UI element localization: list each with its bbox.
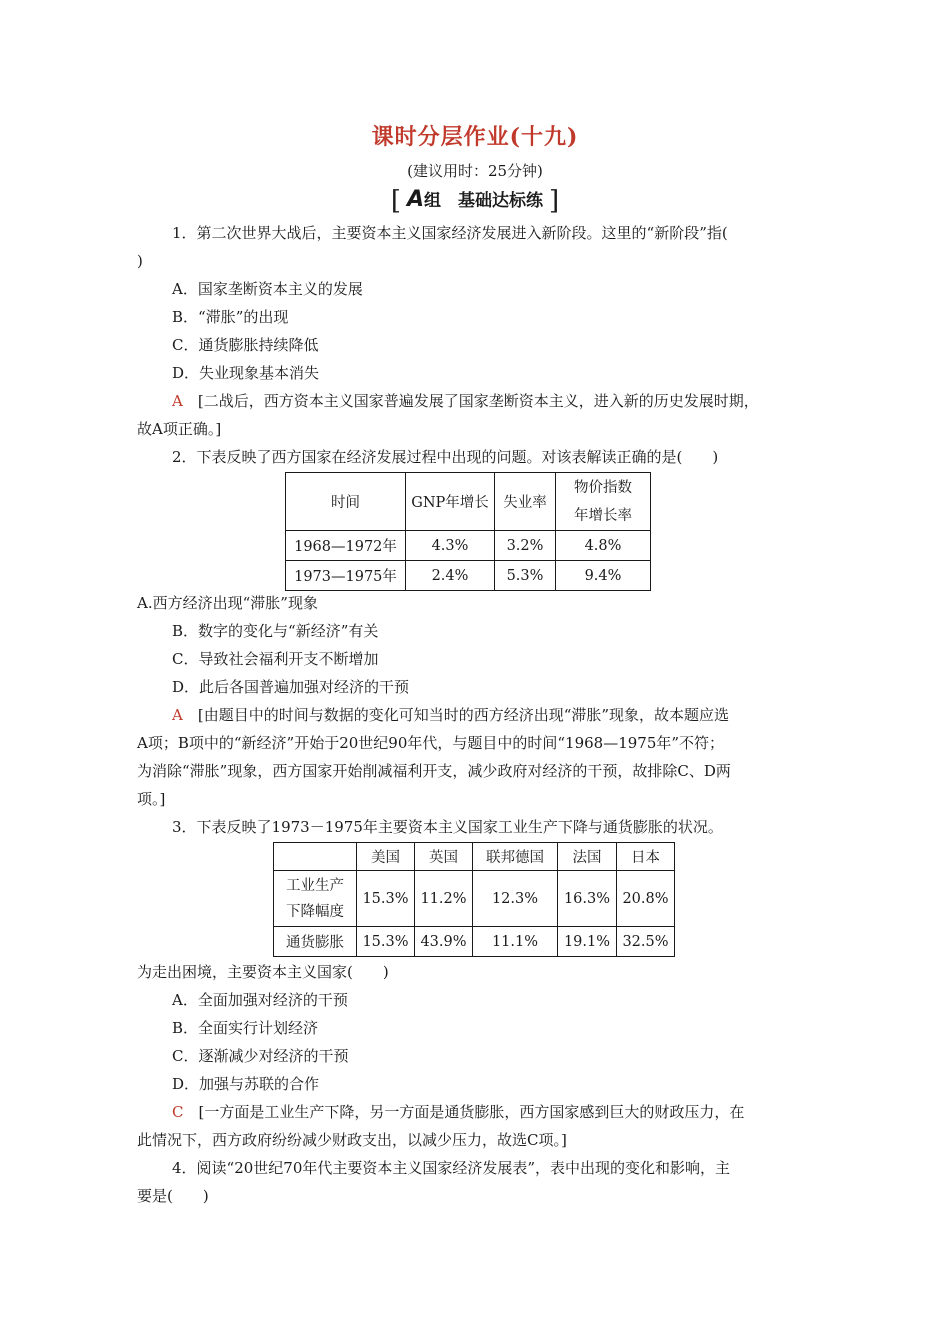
q2-explanation-line3: 为消除“滞胀”现象，西方国家开始削减福利开支，减少政府对经济的干预，故排除C、D两	[137, 762, 731, 780]
q3-country-japan: 日本	[617, 843, 675, 871]
q1-option-d: D．失业现象基本消失	[172, 364, 320, 382]
q3-country-us: 美国	[357, 843, 415, 871]
q1-answer: A	[172, 392, 183, 410]
q3-option-b: B．全面实行计划经济	[172, 1019, 319, 1037]
q2-option-c: C．导致社会福利开支不断增加	[172, 650, 379, 668]
q3-row-label-inflation: 通货膨胀	[274, 927, 357, 957]
q1-stem-line1: 1．第二次世界大战后，主要资本主义国家经济发展进入新阶段。这里的“新阶段”指(	[172, 224, 728, 242]
q3-stem: 3．下表反映了1973－1975年主要资本主义国家工业生产下降与通货膨胀的状况。	[172, 818, 723, 836]
q2-answer: A	[172, 706, 183, 724]
group-label: 组 基础达标练	[424, 191, 544, 211]
q1-stem-line2: )	[137, 252, 143, 270]
q2-header-price-index: 物价指数 年增长率	[556, 473, 651, 531]
q4-stem-line1: 4．阅读“20世纪70年代主要资本主义国家经济发展表”，表中出现的变化和影响，主	[172, 1159, 731, 1177]
group-heading	[0, 186, 950, 216]
q3-country-uk: 英国	[415, 843, 473, 871]
group-bracket-left: [	[390, 186, 402, 216]
q3-country-france: 法国	[558, 843, 617, 871]
q2-option-d: D．此后各国普遍加强对经济的干预	[172, 678, 410, 696]
q2-header-time: 时间	[286, 473, 406, 531]
q1-option-c: C．通货膨胀持续降低	[172, 336, 319, 354]
page-subtitle: (建议用时：25分钟)	[407, 162, 543, 180]
q2-stem: 2．下表反映了西方国家在经济发展过程中出现的问题。对该表解读正确的是( )	[172, 448, 719, 466]
q3-option-a: A．全面加强对经济的干预	[172, 991, 348, 1009]
table-row: 1973—1975年 2.4% 5.3% 9.4%	[286, 561, 651, 591]
table-row: 工业生产 下降幅度 15.3% 11.2% 12.3% 16.3% 20.8%	[274, 871, 675, 927]
q3-row-label-production: 工业生产 下降幅度	[274, 871, 357, 927]
table-row	[286, 473, 651, 531]
q1-option-a: A．国家垄断资本主义的发展	[172, 280, 363, 298]
q4-stem-line2: 要是( )	[137, 1187, 209, 1205]
q3-explanation-line2: 此情况下，西方政府纷纷减少财政支出，以减少压力，故选C项。]	[137, 1131, 567, 1149]
q2-explanation-line4: 项。]	[137, 790, 166, 808]
page-title: 课时分层作业(十九)	[371, 124, 579, 150]
table-row: 通货膨胀 15.3% 43.9% 11.1% 19.1% 32.5%	[274, 927, 675, 957]
q1-explanation-line1: A [二战后，西方资本主义国家普遍发展了国家垄断资本主义，进入新的历史发展时期，	[172, 392, 759, 410]
q3-answer: C	[172, 1103, 184, 1121]
q2-header-unemployment: 失业率	[495, 473, 556, 531]
q3-country-frg: 联邦德国	[473, 843, 558, 871]
q2-header-gnp: GNP年增长	[406, 473, 495, 531]
group-letter: A	[406, 187, 425, 212]
q3-option-d: D．加强与苏联的合作	[172, 1075, 320, 1093]
q2-table	[285, 472, 651, 591]
q2-option-b: B．数字的变化与“新经济”有关	[172, 622, 379, 640]
q2-explanation-line1: A [由题目中的时间与数据的变化可知当时的西方经济出现“滞胀”现象，故本题应选	[172, 706, 730, 724]
q2-option-a: A.西方经济出现“滞胀”现象	[137, 594, 318, 612]
q3-option-c: C．逐渐减少对经济的干预	[172, 1047, 349, 1065]
table-row	[274, 843, 675, 871]
q3-stem2: 为走出困境，主要资本主义国家( )	[137, 963, 389, 981]
q2-explanation-line2: A项；B项中的“新经济”开始于20世纪90年代，与题目中的时间“1968—1975年”不符；	[137, 734, 725, 752]
q1-explanation-line2: 故A项正确。]	[137, 420, 222, 438]
group-bracket-right: ]	[548, 186, 560, 216]
q3-table	[273, 842, 675, 957]
table-row: 1968—1972年 4.3% 3.2% 4.8%	[286, 531, 651, 561]
q3-explanation-line1: C [一方面是工业生产下降，另一方面是通货膨胀，西方国家感到巨大的财政压力，在	[172, 1103, 745, 1121]
q1-option-b: B．“滞胀”的出现	[172, 308, 289, 326]
